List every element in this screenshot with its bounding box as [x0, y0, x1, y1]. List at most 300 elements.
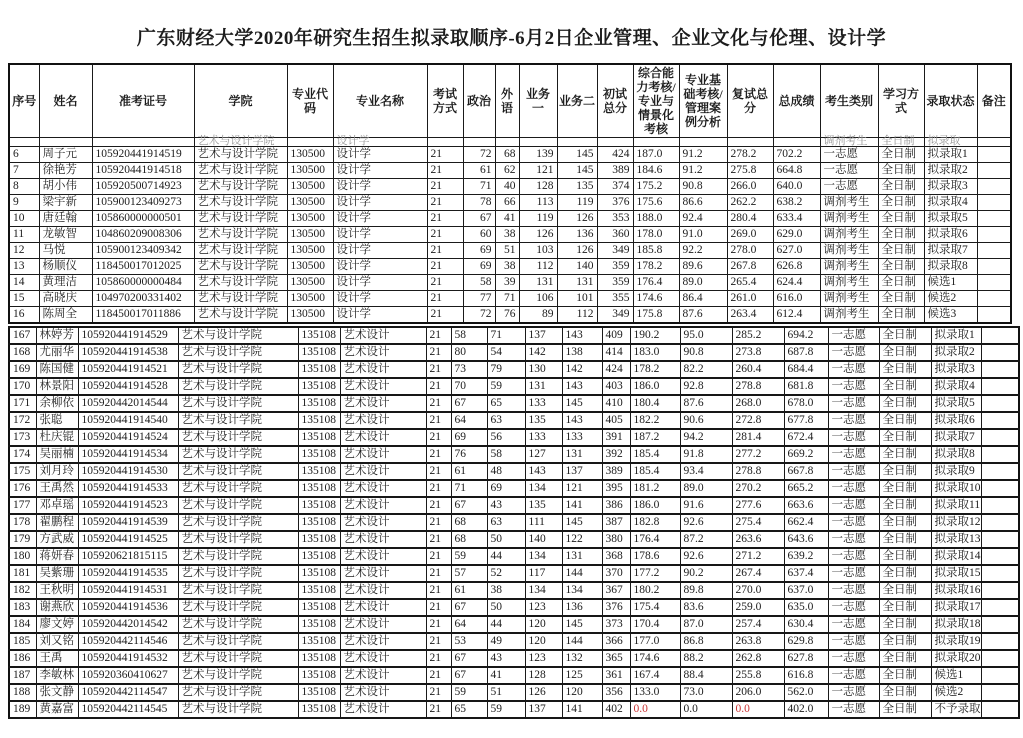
cell: 175.6 — [633, 195, 679, 211]
cell: 130500 — [287, 147, 333, 163]
cell: 龙敏智 — [39, 227, 92, 243]
cell: 艺术与设计学院 — [178, 616, 298, 633]
column-header: 专业名称 — [333, 64, 427, 138]
cell: 12 — [9, 243, 39, 259]
cell: 126 — [525, 684, 562, 701]
cell: 637.0 — [784, 582, 828, 599]
table-row — [9, 701, 1019, 718]
cell: 684.4 — [784, 361, 828, 378]
cell: 662.4 — [784, 514, 828, 531]
cell: 135108 — [298, 480, 340, 497]
cell: 135108 — [298, 514, 340, 531]
cell: 21 — [426, 650, 451, 667]
cell: 艺术与设计学院 — [178, 650, 298, 667]
cell: 175.8 — [633, 307, 679, 324]
cell: 一志愿 — [820, 147, 878, 163]
clipped-text-fragment: 拟录取 — [927, 135, 961, 147]
cell: 131 — [519, 275, 557, 291]
cell: 616.8 — [784, 667, 828, 684]
cell: 设计学 — [333, 243, 427, 259]
cell: 133 — [562, 429, 602, 446]
cell: 386 — [602, 497, 630, 514]
clipped-text-fragment — [13, 135, 36, 143]
cell — [924, 135, 977, 147]
cell: 38 — [487, 582, 525, 599]
cell: 105920442114546 — [78, 633, 178, 650]
cell — [977, 291, 1011, 307]
cell: 135108 — [298, 531, 340, 548]
cell: 吴丽楠 — [36, 446, 78, 463]
column-header: 录取状态 — [924, 64, 977, 138]
cell: 拟录取10 — [931, 480, 981, 497]
cell: 263.8 — [732, 633, 784, 650]
cell: 424 — [602, 361, 630, 378]
cell: 76 — [451, 446, 487, 463]
column-header: 复试总分 — [727, 64, 773, 138]
cell: 126 — [519, 227, 557, 243]
cell: 梁宇新 — [39, 195, 92, 211]
cell: 694.2 — [784, 327, 828, 344]
cell: 91.0 — [679, 227, 727, 243]
cell: 58 — [451, 327, 487, 344]
cell: 677.8 — [784, 412, 828, 429]
cell: 全日制 — [879, 497, 931, 514]
cell: 杜庆锟 — [36, 429, 78, 446]
cell: 71 — [487, 327, 525, 344]
column-header: 序号 — [9, 64, 39, 138]
cell: 130500 — [287, 275, 333, 291]
cell: 拟录取7 — [931, 429, 981, 446]
cell: 调剂考生 — [820, 275, 878, 291]
cell — [633, 138, 679, 147]
cell: 全日制 — [879, 344, 931, 361]
cell: 271.2 — [732, 548, 784, 565]
column-header: 准考证号 — [92, 64, 194, 138]
cell: 183 — [9, 599, 36, 616]
cell: 全日制 — [878, 195, 924, 211]
cell: 43 — [487, 650, 525, 667]
cell — [92, 138, 194, 147]
cell: 设计学 — [333, 307, 427, 324]
cell: 178 — [9, 514, 36, 531]
clipped-text-fragment — [561, 135, 594, 143]
cell: 21 — [427, 307, 463, 324]
cell: 胡小伟 — [39, 179, 92, 195]
cell — [981, 531, 1019, 548]
cell: 261.0 — [727, 291, 773, 307]
cell: 一志愿 — [828, 480, 879, 497]
cell: 167.4 — [630, 667, 680, 684]
cell: 艺术设计 — [340, 327, 426, 344]
cell: 68 — [451, 514, 487, 531]
cell: 104970200331402 — [92, 291, 194, 307]
cell: 21 — [426, 548, 451, 565]
column-header: 备注 — [977, 64, 1011, 138]
cell: 21 — [426, 395, 451, 412]
cell: 119 — [557, 195, 597, 211]
cell: 54 — [487, 344, 525, 361]
cell: 艺术与设计学院 — [178, 344, 298, 361]
cell — [977, 163, 1011, 179]
cell: 黄理洁 — [39, 275, 92, 291]
cell: 72 — [463, 307, 495, 324]
cell: 268.0 — [732, 395, 784, 412]
cell: 一志愿 — [828, 667, 879, 684]
cell: 172 — [9, 412, 36, 429]
cell: 全日制 — [879, 327, 931, 344]
clipped-text-fragment: 艺术与设计学院 — [197, 135, 275, 147]
column-header: 学院 — [194, 64, 287, 138]
cell: 全日制 — [878, 291, 924, 307]
cell: 全日制 — [879, 463, 931, 480]
cell: 171 — [9, 395, 36, 412]
cell: 拟录取3 — [931, 361, 981, 378]
cell: 135108 — [298, 565, 340, 582]
cell: 105860000000484 — [92, 275, 194, 291]
cell: 53 — [451, 633, 487, 650]
cell: 艺术与设计学院 — [178, 463, 298, 480]
cell: 92.2 — [679, 243, 727, 259]
cell: 艺术与设计学院 — [178, 582, 298, 599]
cell: 全日制 — [879, 378, 931, 395]
cell: 21 — [426, 633, 451, 650]
cell: 105920442114547 — [78, 684, 178, 701]
cell: 137 — [562, 463, 602, 480]
cell: 187.0 — [633, 147, 679, 163]
cell: 全日制 — [879, 633, 931, 650]
cell: 145 — [562, 395, 602, 412]
cell: 126 — [557, 243, 597, 259]
cell: 135108 — [298, 599, 340, 616]
cell: 马悦 — [39, 243, 92, 259]
table-row — [9, 211, 1011, 227]
cell — [981, 429, 1019, 446]
cell: 106 — [519, 291, 557, 307]
cell: 269.0 — [727, 227, 773, 243]
cell: 63 — [487, 514, 525, 531]
cell: 167 — [9, 327, 36, 344]
clipped-text-fragment — [431, 135, 460, 143]
cell — [981, 361, 1019, 378]
cell: 21 — [426, 514, 451, 531]
cell: 90.8 — [680, 344, 732, 361]
cell: 118450017011886 — [92, 307, 194, 324]
cell: 273.8 — [732, 344, 784, 361]
cell: 285.2 — [732, 327, 784, 344]
cell: 178.0 — [633, 227, 679, 243]
cell: 633.4 — [773, 211, 820, 227]
cell: 刘又铭 — [36, 633, 78, 650]
clipped-text-fragment — [523, 135, 554, 143]
cell: 21 — [426, 684, 451, 701]
cell — [981, 599, 1019, 616]
cell: 130500 — [287, 243, 333, 259]
cell — [727, 138, 773, 147]
cell: 175 — [9, 463, 36, 480]
cell: 373 — [602, 616, 630, 633]
cell: 全日制 — [879, 446, 931, 463]
cell: 368 — [602, 548, 630, 565]
cell: 135 — [557, 179, 597, 195]
clipped-partial-row — [9, 138, 1011, 147]
column-header: 考试方式 — [427, 64, 463, 138]
cell: 候选2 — [924, 291, 977, 307]
cell: 87.6 — [680, 395, 732, 412]
cell: 尤丽华 — [36, 344, 78, 361]
cell: 59 — [451, 548, 487, 565]
cell: 127 — [525, 446, 562, 463]
cell: 21 — [427, 243, 463, 259]
cell: 638.2 — [773, 195, 820, 211]
cell: 全日制 — [879, 531, 931, 548]
cell — [977, 195, 1011, 211]
cell: 134 — [525, 548, 562, 565]
cell: 112 — [519, 259, 557, 275]
cell: 艺术与设计学院 — [178, 565, 298, 582]
cell: 141 — [562, 701, 602, 718]
cell: 143 — [562, 378, 602, 395]
cell: 艺术设计 — [340, 344, 426, 361]
cell: 44 — [487, 548, 525, 565]
cell: 一志愿 — [828, 361, 879, 378]
cell: 43 — [487, 497, 525, 514]
cell: 135108 — [298, 344, 340, 361]
table-row — [9, 395, 1019, 412]
cell: 130500 — [287, 211, 333, 227]
cell: 翟鹏程 — [36, 514, 78, 531]
cell: 118450017012025 — [92, 259, 194, 275]
table-row — [9, 667, 1019, 684]
cell: 105920360410627 — [78, 667, 178, 684]
table-row — [9, 480, 1019, 497]
cell: 643.6 — [784, 531, 828, 548]
cell: 艺术与设计学院 — [178, 361, 298, 378]
cell — [820, 135, 878, 147]
cell: 105920441914523 — [78, 497, 178, 514]
cell: 一志愿 — [828, 633, 879, 650]
cell: 艺术与设计学院 — [178, 667, 298, 684]
cell: 131 — [562, 548, 602, 565]
cell: 全日制 — [879, 548, 931, 565]
cell: 全日制 — [878, 307, 924, 324]
cell: 178.2 — [630, 361, 680, 378]
cell: 132 — [562, 650, 602, 667]
cell: 353 — [597, 211, 633, 227]
cell: 50 — [487, 599, 525, 616]
cell: 143 — [525, 463, 562, 480]
cell: 206.0 — [732, 684, 784, 701]
cell: 拟录取9 — [931, 463, 981, 480]
cell: 51 — [495, 243, 519, 259]
cell: 拟录取14 — [931, 548, 981, 565]
cell: 137 — [525, 701, 562, 718]
cell: 谢燕欣 — [36, 599, 78, 616]
cell: 145 — [557, 163, 597, 179]
cell: 410 — [602, 395, 630, 412]
cell: 67 — [451, 497, 487, 514]
cell — [878, 135, 924, 147]
cell: 135 — [525, 412, 562, 429]
cell: 艺术设计 — [340, 701, 426, 718]
column-header: 专业代码 — [287, 64, 333, 138]
cell: 86.4 — [679, 291, 727, 307]
cell: 一志愿 — [828, 446, 879, 463]
cell: 182.2 — [630, 412, 680, 429]
cell: 91.2 — [679, 147, 727, 163]
cell: 185.4 — [630, 446, 680, 463]
cell: 调剂考生 — [820, 307, 878, 324]
cell: 38 — [495, 259, 519, 275]
cell: 178.2 — [633, 259, 679, 275]
cell: 185.8 — [633, 243, 679, 259]
cell: 林景阳 — [36, 378, 78, 395]
cell: 72 — [463, 147, 495, 163]
cell: 艺术设计 — [340, 633, 426, 650]
cell: 黄嘉富 — [36, 701, 78, 718]
table-row — [9, 514, 1019, 531]
cell: 133 — [525, 429, 562, 446]
cell: 49 — [487, 633, 525, 650]
cell: 356 — [602, 684, 630, 701]
cell: 21 — [427, 147, 463, 163]
cell: 105920441914530 — [78, 463, 178, 480]
cell: 设计学 — [333, 291, 427, 307]
cell: 拟录取3 — [924, 179, 977, 195]
cell: 131 — [557, 275, 597, 291]
cell: 267.8 — [727, 259, 773, 275]
cell: 79 — [487, 361, 525, 378]
cell: 639.2 — [784, 548, 828, 565]
cell: 拟录取19 — [931, 633, 981, 650]
cell: 265.4 — [727, 275, 773, 291]
cell: 123 — [525, 599, 562, 616]
cell: 艺术设计 — [340, 531, 426, 548]
column-header: 学习方式 — [878, 64, 924, 138]
cell: 设计学 — [333, 195, 427, 211]
cell: 105920441914535 — [78, 565, 178, 582]
cell: 21 — [426, 480, 451, 497]
cell: 拟录取17 — [931, 599, 981, 616]
cell: 270.2 — [732, 480, 784, 497]
cell: 0.0 — [732, 701, 784, 718]
cell: 全日制 — [879, 361, 931, 378]
cell: 39 — [495, 275, 519, 291]
cell: 130500 — [287, 259, 333, 275]
cell: 设计学 — [333, 227, 427, 243]
table-row — [9, 179, 1011, 195]
cell: 一志愿 — [828, 429, 879, 446]
cell: 拟录取15 — [931, 565, 981, 582]
cell: 184 — [9, 616, 36, 633]
cell: 拟录取6 — [924, 227, 977, 243]
cell: 张文静 — [36, 684, 78, 701]
cell: 21 — [426, 429, 451, 446]
table-row — [9, 243, 1011, 259]
cell: 175.4 — [630, 599, 680, 616]
cell: 130500 — [287, 163, 333, 179]
cell: 89 — [519, 307, 557, 324]
cell: 全日制 — [879, 667, 931, 684]
cell: 361 — [602, 667, 630, 684]
cell: 405 — [602, 412, 630, 429]
cell: 270.0 — [732, 582, 784, 599]
cell: 135108 — [298, 327, 340, 344]
admission-table-design-masters — [8, 63, 1012, 324]
cell: 137 — [525, 327, 562, 344]
cell: 一志愿 — [828, 497, 879, 514]
table-row — [9, 446, 1019, 463]
cell: 63 — [487, 412, 525, 429]
cell: 91.8 — [680, 446, 732, 463]
cell: 135108 — [298, 429, 340, 446]
cell: 王禹 — [36, 650, 78, 667]
cell: 设计学 — [333, 163, 427, 179]
table-row — [9, 633, 1019, 650]
cell: 全日制 — [878, 163, 924, 179]
clipped-text-fragment: 调剂考生 — [823, 135, 868, 147]
cell: 177 — [9, 497, 36, 514]
cell: 艺术设计 — [340, 616, 426, 633]
cell: 艺术与设计学院 — [178, 548, 298, 565]
cell: 349 — [597, 243, 633, 259]
cell: 255.8 — [732, 667, 784, 684]
cell: 艺术与设计学院 — [178, 327, 298, 344]
cell: 21 — [426, 344, 451, 361]
cell: 105920441914519 — [92, 147, 194, 163]
cell: 667.8 — [784, 463, 828, 480]
cell: 21 — [426, 361, 451, 378]
table-row — [9, 463, 1019, 480]
cell: 廖文婷 — [36, 616, 78, 633]
cell: 168 — [9, 344, 36, 361]
cell: 82.2 — [680, 361, 732, 378]
cell: 135108 — [298, 616, 340, 633]
cell: 一志愿 — [828, 327, 879, 344]
cell: 93.4 — [680, 463, 732, 480]
cell: 76 — [495, 307, 519, 324]
cell: 陈周全 — [39, 307, 92, 324]
cell: 128 — [525, 667, 562, 684]
clipped-text-fragment — [467, 135, 492, 143]
cell: 艺术与设计学院 — [194, 195, 287, 211]
cell: 65 — [451, 701, 487, 718]
cell: 91.6 — [680, 497, 732, 514]
cell: 183.0 — [630, 344, 680, 361]
cell: 180.2 — [630, 582, 680, 599]
cell: 105920441914529 — [78, 327, 178, 344]
cell: 145 — [562, 514, 602, 531]
cell: 170.4 — [630, 616, 680, 633]
cell: 全日制 — [879, 395, 931, 412]
cell: 拟录取8 — [931, 446, 981, 463]
cell: 21 — [427, 259, 463, 275]
cell — [981, 446, 1019, 463]
table-row — [9, 684, 1019, 701]
table-row — [9, 195, 1011, 211]
cell: 全日制 — [879, 514, 931, 531]
cell: 59 — [451, 684, 487, 701]
cell: 123 — [525, 650, 562, 667]
cell: 艺术设计 — [340, 599, 426, 616]
cell: 144 — [562, 565, 602, 582]
cell: 389 — [602, 463, 630, 480]
clipped-text-fragment — [683, 135, 724, 143]
cell: 87.2 — [680, 531, 732, 548]
cell: 91.2 — [679, 163, 727, 179]
cell: 全日制 — [879, 616, 931, 633]
cell: 拟录取16 — [931, 582, 981, 599]
cell: 257.4 — [732, 616, 784, 633]
